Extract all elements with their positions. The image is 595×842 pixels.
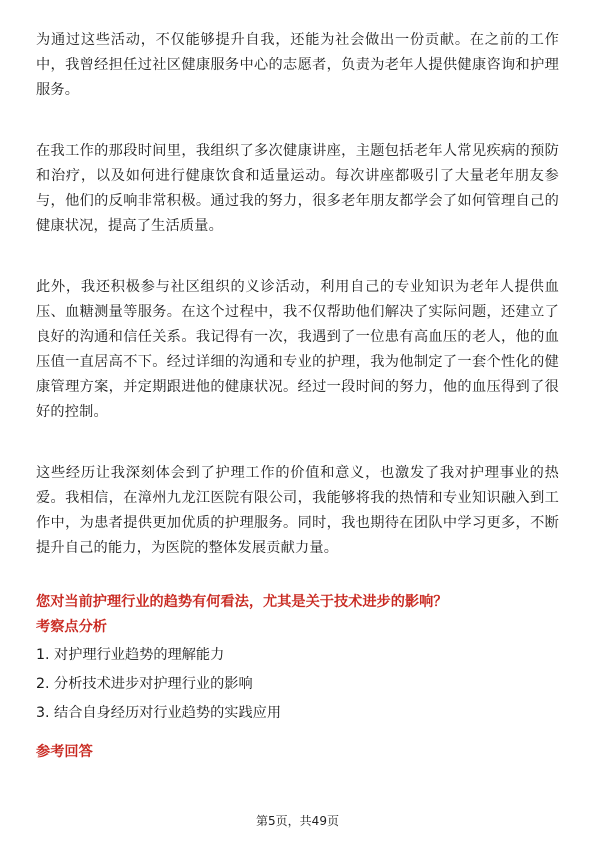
paragraph: 此外，我还积极参与社区组织的义诊活动，利用自己的专业知识为老年人提供血压、血糖测量等服务。在这个过程中，我不仅帮助他们解决了实际问题，还建立了良好的沟通和信任关系。我记得有一次，我遇到了一位患有高血压的老人，他的血压值一直居高不下。经过详细的沟通和专业的护理，我为他制定了一套个性化的健康管理方案，并定期跟进他的健康状况。经过一段时间的努力，他的血压得到了很好的控制。 (36, 279, 559, 420)
interview-question: 您对当前护理行业的趋势有何看法，尤其是关于技术进步的影响？ (36, 594, 448, 610)
paragraph: 为通过这些活动，不仅能够提升自我，还能为社会做出一份贡献。在之前的工作中，我曾经担任过社区健康服务中心的志愿者，负责为老年人提供健康咨询和护理服务。 (36, 32, 559, 98)
analysis-point: 3. 结合自身经历对行业趋势的实践应用 (36, 705, 282, 721)
paragraph: 这些经历让我深刻体会到了护理工作的价值和意义，也激发了我对护理事业的热爱。我相信，在漳州九龙江医院有限公司，我能够将我的热情和专业知识融入到工作中，为患者提供更加优质的护理服务。同时，我也期待在团队中学习更多，不断提升自己的能力，为医院的整体发展贡献力量。 (36, 465, 559, 556)
page-content (36, 28, 559, 764)
analysis-point: 1. 对护理行业趋势的理解能力 (36, 647, 225, 663)
paragraph: 在我工作的那段时间里，我组织了多次健康讲座，主题包括老年人常见疾病的预防和治疗，以及如何进行健康饮食和适量运动。每次讲座都吸引了大量老年朋友参与，他们的反响非常积极。通过我的努力，很多老年朋友都学会了如何管理自己的健康状况，提高了生活质量。 (36, 143, 559, 234)
analysis-point: 2. 分析技术进步对护理行业的影响 (36, 676, 253, 692)
answer-heading: 参考回答 (36, 744, 93, 760)
page-number: 第5页，共49页 (256, 814, 339, 828)
analysis-list (36, 641, 559, 728)
analysis-heading: 考察点分析 (36, 619, 107, 635)
